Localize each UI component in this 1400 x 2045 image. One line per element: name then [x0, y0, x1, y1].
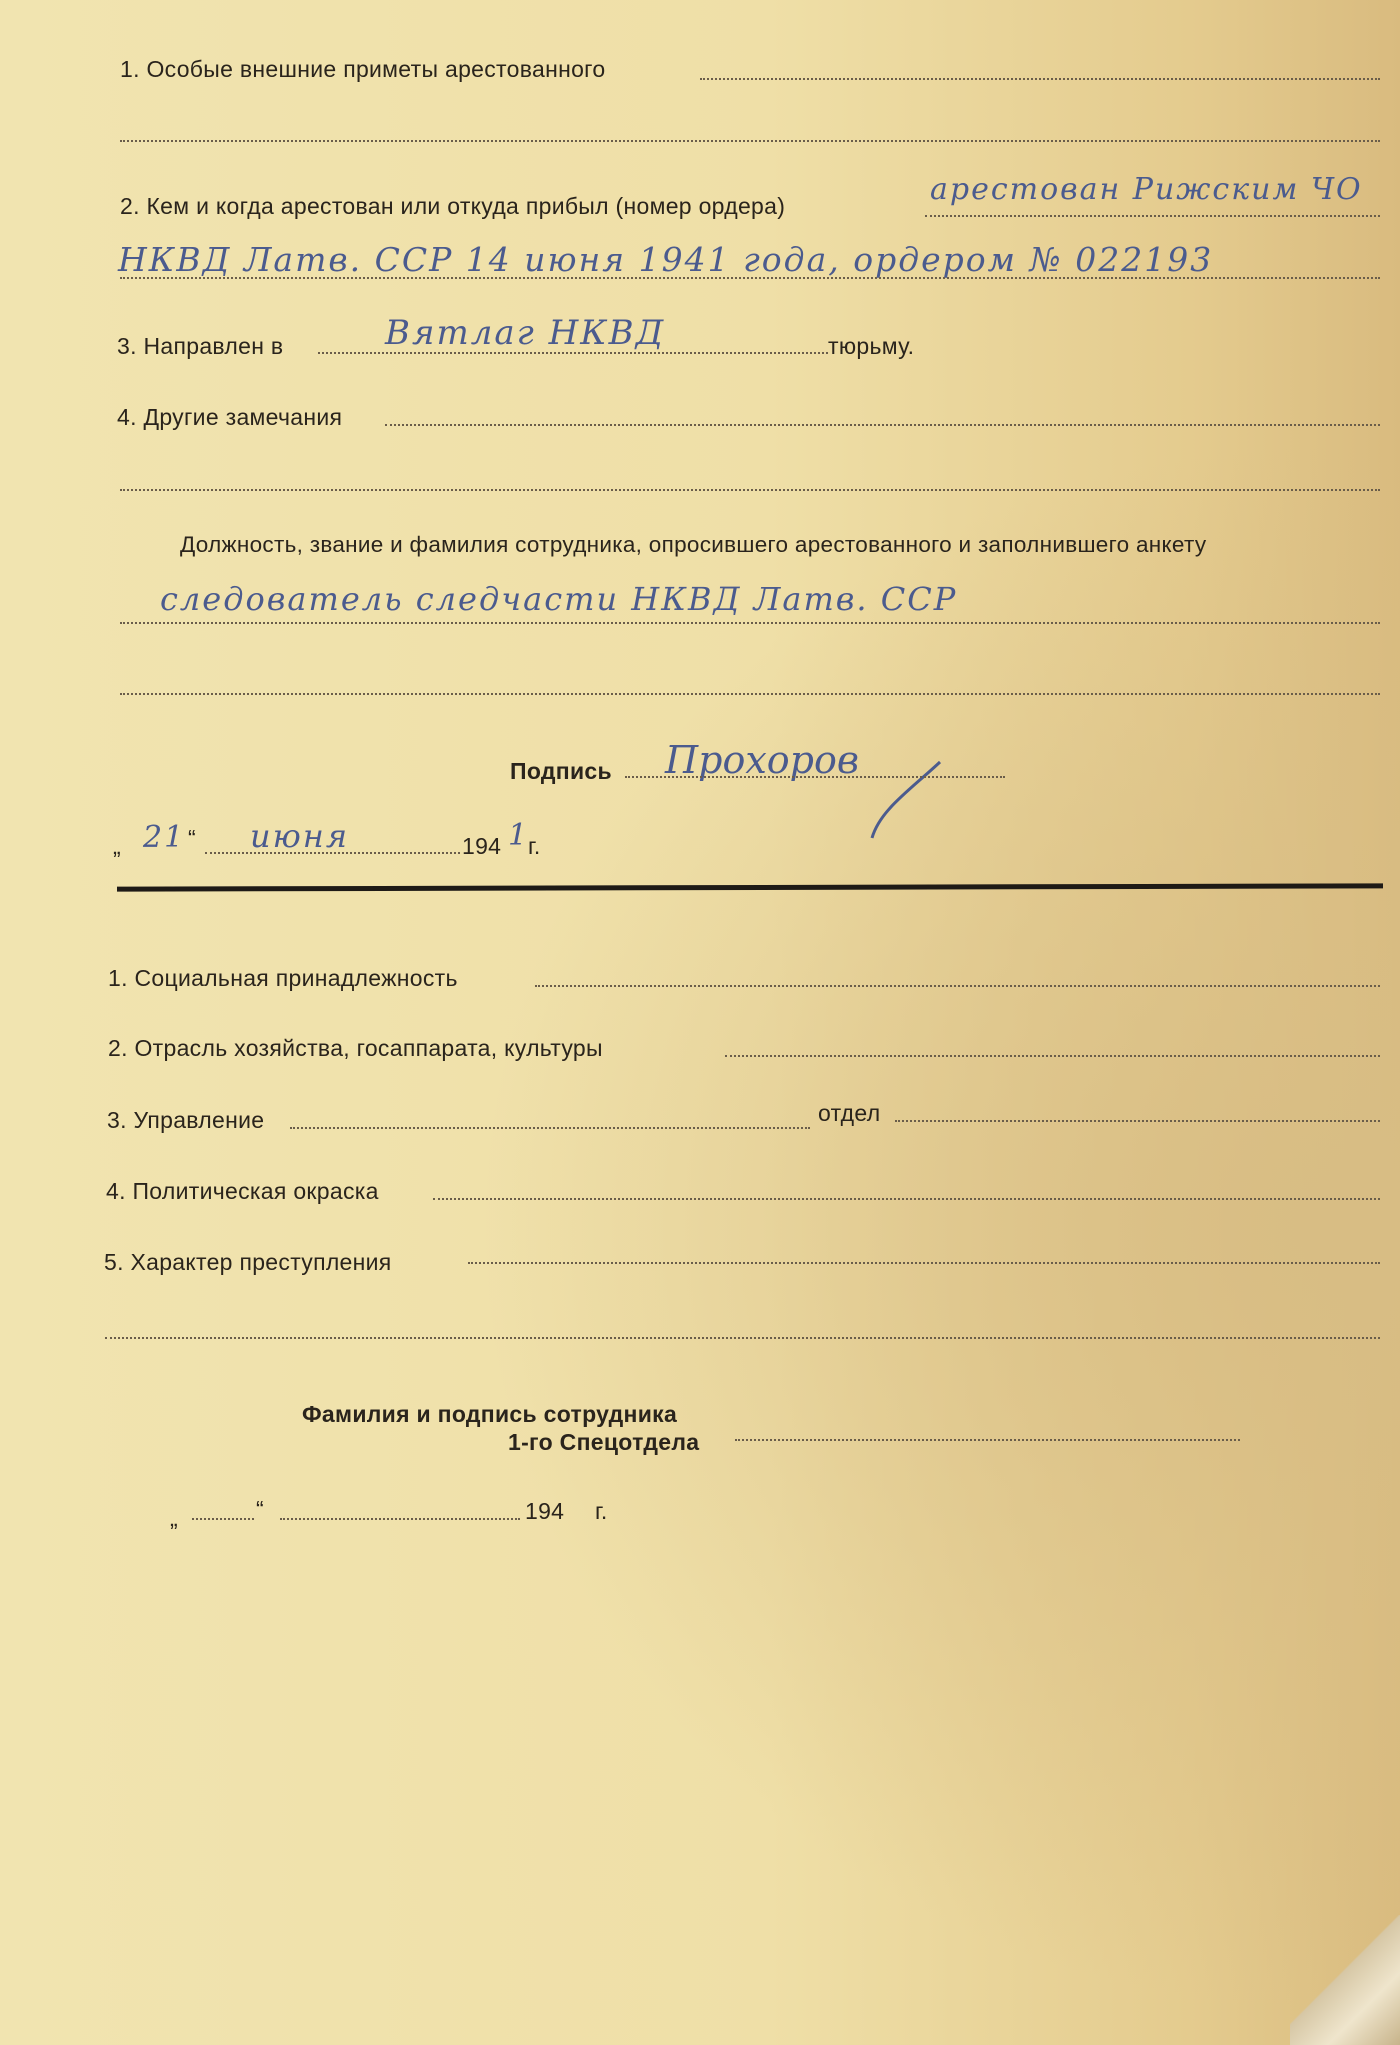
officer-label: Должность, звание и фамилия сотрудника, опросившего арестованного и заполнившего анкету — [180, 532, 1207, 557]
s2-q1-line — [535, 985, 1380, 987]
date-quote-close: “ — [188, 825, 196, 851]
q4-line — [385, 424, 1380, 426]
signature-label: Подпись — [510, 758, 612, 784]
q4-label: 4. Другие замечания — [117, 404, 343, 430]
s2-q2-line — [725, 1055, 1380, 1057]
date-suffix: г. — [528, 833, 541, 859]
s2-date-suffix: г. — [595, 1498, 608, 1524]
s2-q3-line-2 — [895, 1120, 1380, 1122]
date-quote-open: „ — [113, 833, 121, 859]
q2-line — [925, 215, 1380, 217]
q3-suffix: тюрьму. — [828, 333, 915, 359]
folded-corner — [1290, 1915, 1400, 2045]
s2-q3-label: 3. Управление — [107, 1107, 265, 1133]
s2-q5-line-2 — [105, 1337, 1380, 1339]
s2-officer-line — [735, 1439, 1240, 1441]
signature-stroke — [840, 750, 960, 850]
s2-date-month-line — [280, 1518, 520, 1520]
date-day: 21 — [143, 820, 186, 855]
s2-officer-label-line2: 1-го Спецотдела — [508, 1429, 700, 1455]
s2-officer-label-line1: Фамилия и подпись сотрудника — [302, 1401, 678, 1427]
s2-q2-label: 2. Отрасль хозяйства, госаппарата, культуры — [108, 1035, 603, 1061]
officer-answer: следователь следчасти НКВД Латв. ССР — [160, 580, 958, 618]
q3-line — [318, 352, 828, 354]
s2-q4-label: 4. Политическая окраска — [106, 1178, 379, 1204]
q2-label: 2. Кем и когда арестован или откуда прибыл (номер ордера) — [120, 193, 786, 219]
q2-line-2 — [120, 277, 1380, 279]
q3-answer: Вятлаг НКВД — [385, 313, 666, 353]
signature-line — [625, 776, 1005, 778]
officer-line-2 — [120, 693, 1380, 695]
s2-q1-label: 1. Социальная принадлежность — [108, 965, 458, 991]
s2-q3-suffix: отдел — [818, 1100, 881, 1126]
s2-q5-label: 5. Характер преступления — [104, 1249, 392, 1275]
signature: Прохоров — [665, 738, 859, 782]
s2-date-year-prefix: 194 — [525, 1498, 565, 1524]
date-month-line — [205, 852, 460, 854]
q3-label: 3. Направлен в — [117, 333, 284, 359]
date-month: июня — [250, 817, 350, 855]
date-year-prefix: 194 — [462, 833, 502, 859]
q2-answer-line1: арестован Рижским ЧО — [930, 172, 1363, 207]
s2-date-day-line — [192, 1518, 254, 1520]
section-divider — [117, 883, 1383, 891]
s2-q5-line — [468, 1262, 1380, 1264]
s2-q3-line — [290, 1127, 810, 1129]
q4-line-2 — [120, 489, 1380, 491]
q1-label: 1. Особые внешние приметы арестованного — [120, 56, 606, 82]
s2-date-open: „ — [170, 1505, 178, 1531]
s2-q4-line — [433, 1198, 1380, 1200]
officer-line — [120, 622, 1380, 624]
q1-line-2 — [120, 140, 1380, 142]
q2-answer-line2: НКВД Латв. ССР 14 июня 1941 года, ордером № 022193 — [118, 240, 1214, 279]
q1-line — [700, 78, 1380, 80]
s2-date-close: “ — [256, 1496, 264, 1522]
date-year-digit: 1 — [508, 818, 530, 853]
